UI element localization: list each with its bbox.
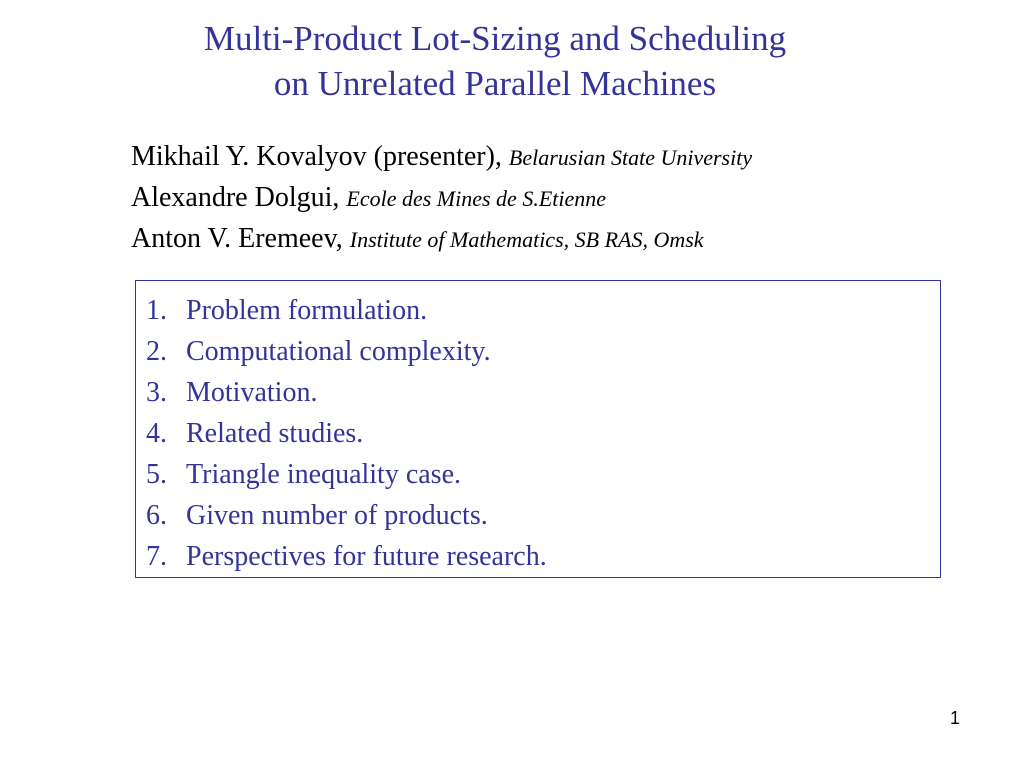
outline-item-text: Related studies. xyxy=(186,418,364,449)
outline-item-number: 4. xyxy=(146,418,167,449)
outline-item-number: 1. xyxy=(146,295,167,326)
author-affiliation: Belarusian State University xyxy=(508,145,753,170)
outline-item-number: 7. xyxy=(146,541,167,572)
outline-item-text: Computational complexity. xyxy=(186,336,491,367)
outline-item xyxy=(146,495,547,536)
author-affiliation: Ecole des Mines de S.Etienne xyxy=(346,186,607,211)
outline-item xyxy=(146,536,547,577)
slide-title-line-1: Multi-Product Lot-Sizing and Scheduling xyxy=(203,19,787,58)
page-number: 1 xyxy=(950,708,961,728)
author-list xyxy=(131,137,991,260)
outline-item-text: Motivation. xyxy=(186,377,318,408)
outline-item-number: 3. xyxy=(146,377,167,408)
outline-list xyxy=(146,290,547,577)
outline-item xyxy=(146,290,547,331)
outline-item xyxy=(146,413,547,454)
outline-item xyxy=(146,454,547,495)
author-name: Anton V. Eremeev, xyxy=(131,223,343,254)
outline-item-text: Problem formulation. xyxy=(186,295,428,326)
outline-box xyxy=(135,280,941,578)
slide-title xyxy=(0,16,990,106)
outline-item-text: Triangle inequality case. xyxy=(186,459,462,490)
outline-item-text: Given number of products. xyxy=(186,500,488,531)
outline-item xyxy=(146,372,547,413)
author-name: Mikhail Y. Kovalyov (presenter), xyxy=(131,141,502,172)
author-line xyxy=(131,219,991,260)
outline-item-number: 6. xyxy=(146,500,167,531)
author-name: Alexandre Dolgui, xyxy=(131,182,340,213)
author-line xyxy=(131,137,991,178)
outline-item xyxy=(146,331,547,372)
outline-item-text: Perspectives for future research. xyxy=(186,541,547,572)
author-line xyxy=(131,178,991,219)
author-affiliation: Institute of Mathematics, SB RAS, Omsk xyxy=(349,227,704,252)
slide-title-line-2: on Unrelated Parallel Machines xyxy=(273,64,717,103)
outline-item-number: 2. xyxy=(146,336,167,367)
outline-item-number: 5. xyxy=(146,459,167,490)
